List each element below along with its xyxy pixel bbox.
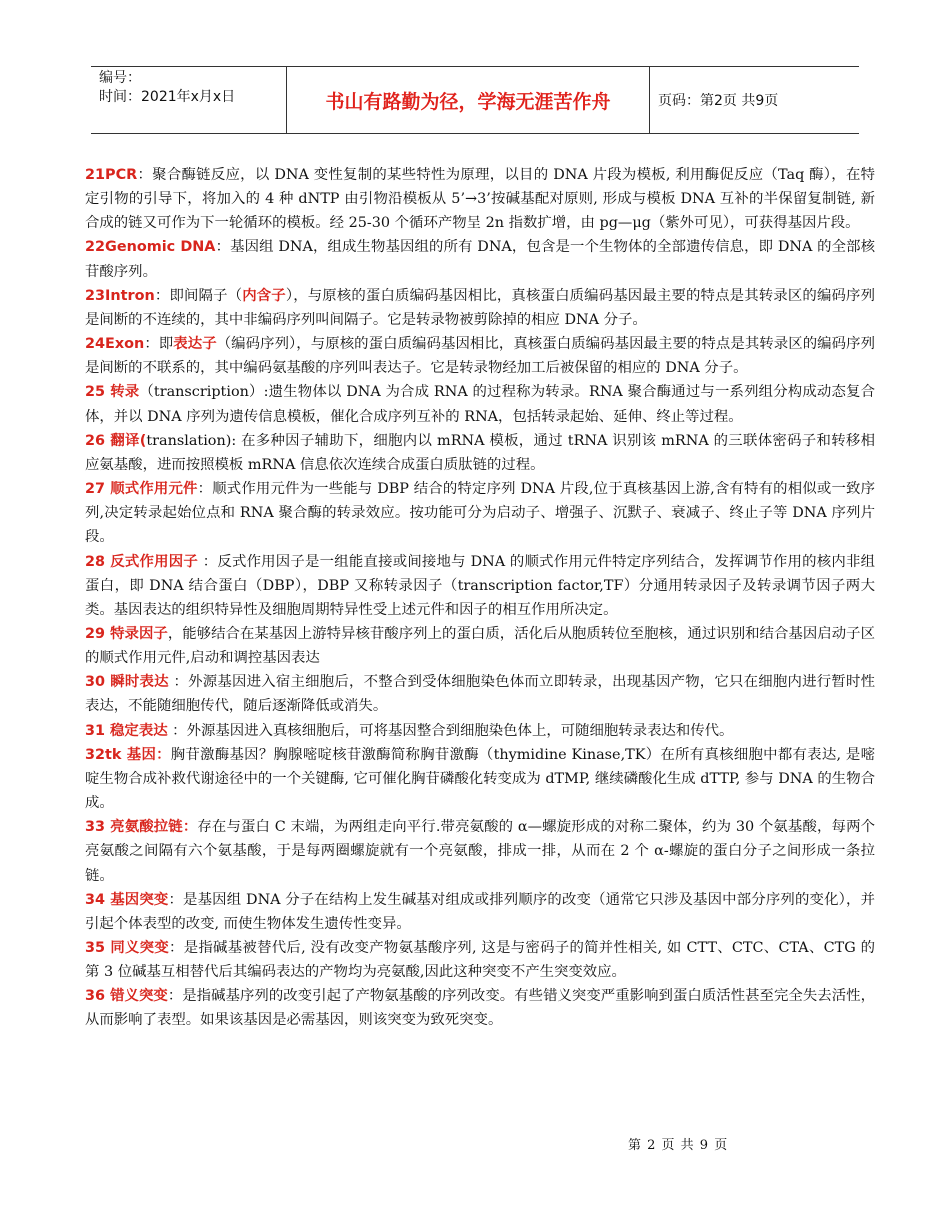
entry-term: 31 稳定表达 xyxy=(85,722,168,739)
entry-30-transient-expression xyxy=(85,670,875,718)
document-number-label: 编号： xyxy=(99,70,141,86)
entry-term: 24Exon xyxy=(85,336,145,353)
entry-text: translation): 在多种因子辅助下，细胞内以 mRNA 模板，通过 tRNA 识别该 mRNA 的三联体密码子和转移相应氨基酸，进而按照模板 mRNA 信息依次连续合成蛋白质肽链的过程。 xyxy=(85,432,875,473)
entry-text: （transcription）:遗生物体以 DNA 为合成 RNA 的过程称为转录。RNA 聚合酶通过与一系列组分构成动态复合体，并以 DNA 序列为遗传信息模板，催化合成序列互补的 RNA，包括转录起始、延伸、终止等过程。 xyxy=(85,384,875,425)
header-motto: 书山有路勤为径，学海无涯苦作舟 xyxy=(287,67,650,133)
entry-28-trans-factor xyxy=(85,550,875,622)
header-page-number: 页码：第2页 共9页 xyxy=(658,93,779,109)
entry-text: ：顺式作用元件为一些能与 DBP 结合的特定序列 DNA 片段,位于真核基因上游,含有特有的相似或一致序列,决定转录起始位点和 RNA 聚合酶的转录效应。按功能可分为启动子、增强子、沉默子、衰减子、终止子等 DNA 序列片段。 xyxy=(85,481,875,546)
entry-23-intron xyxy=(85,284,875,332)
document-time-label: 时间：2021年x月x日 xyxy=(99,89,236,105)
entry-36-missense-mutation xyxy=(85,984,875,1032)
entry-25-transcription xyxy=(85,380,875,428)
entry-term: 34 基因突变 xyxy=(85,891,169,908)
header-meta xyxy=(91,67,287,133)
entry-34-gene-mutation xyxy=(85,888,875,936)
entry-highlight: 内含子 xyxy=(242,286,286,304)
entry-26-translation xyxy=(85,429,875,477)
entry-text: 胸苷激酶基因？胸腺嘧啶核苷激酶简称胸苷激酶（thymidine Kinase,TK）在所有真核细胞中都有表达, 是嘧啶生物合成补救代谢途径中的一个关键酶, 它可催化胸苷磷酸化转变成为 dTMP, 继续磷酸化生成 dTTP, 参与 DNA 的生物合成。 xyxy=(85,746,875,812)
entry-term: 21PCR xyxy=(85,167,138,183)
entry-highlight: 表达子 xyxy=(173,335,217,353)
entry-term: 23Intron xyxy=(85,287,155,304)
entry-term: 30 瞬时表达 xyxy=(85,674,169,691)
entry-text: ：是指碱基序列的改变引起了产物氨基酸的序列改变。有些错义突变严重影响到蛋白质活性甚至完全失去活性，从而影响了表型。如果该基因是必需基因，则该突变为致死突变。 xyxy=(85,988,875,1029)
entry-text: （编码序列），与原核的蛋白质编码基因相比，真核蛋白质编码基因最主要的特点是其转录区的编码序列是间断的不联系的，其中编码氨基酸的序列叫表达子。它是转录物经加工后被保留的相应的 DNA 分子。 xyxy=(85,336,875,377)
glossary-body xyxy=(85,163,875,1033)
entry-term: 33 亮氨酸拉链： xyxy=(85,819,198,836)
entry-text: ：反式作用因子是一组能直接或间接地与 DNA 的顺式作用元件特定序列结合，发挥调节作用的核内非组蛋白，即 DNA 结合蛋白（DBP），DBP 又称转录因子（transcription factor,TF）分通用转录因子及转录调节因子两大类。基因表达的组织特异性及细胞周期特异性受上述元件和因子的相互作用所决定。 xyxy=(85,553,875,618)
entry-term: 22Genomic DNA xyxy=(85,239,216,256)
entry-text: ：外源基因进入宿主细胞后，不整合到受体细胞染色体而立即转录，出现基因产物，它只在细胞内进行暂时性表达，不能随细胞传代，随后逐渐降低或消失。 xyxy=(85,674,876,715)
entry-term: 28 反式作用因子 xyxy=(85,553,198,570)
entry-text: ：是基因组 DNA 分子在结构上发生碱基对组成或排列顺序的改变（通常它只涉及基因中部分序列的变化），并引起个体表型的改变, 而使生物体发生遗传性变异。 xyxy=(85,891,875,932)
entry-text: 存在与蛋白 C 末端，为两组走向平行.带亮氨酸的 α—螺旋形成的对称二聚体，约为 30 个氨基酸，每两个亮氨酸之间隔有六个氨基酸，于是每两圈螺旋就有一个亮氨酸，排成一排，从而在 2 个 α-螺旋的蛋白分子之间形成一条拉链。 xyxy=(85,819,875,884)
entry-term: 25 转录 xyxy=(85,384,140,401)
entry-32-tk-gene xyxy=(85,743,875,815)
entry-text: ：即间隔子（ xyxy=(154,287,243,304)
entry-term: 27 顺式作用元件 xyxy=(85,481,198,498)
page-header xyxy=(91,66,859,134)
entry-text: ：外源基因进入真核细胞后，可将基因整合到细胞染色体上，可随细胞转录表达和传代。 xyxy=(167,722,734,739)
entry-term: 32tk 基因： xyxy=(85,746,171,763)
page-footer: 第 2 页 共 9 页 xyxy=(628,1138,729,1153)
entry-29-transcription-factor xyxy=(85,622,875,670)
entry-text: ，能够结合在某基因上游特异核苷酸序列上的蛋白质，活化后从胞质转位至胞核，通过识别和结合基因启动子区的顺式作用元件,启动和调控基因表达 xyxy=(85,625,875,667)
entry-text: ：即 xyxy=(144,336,174,353)
entry-35-synonymous-mutation xyxy=(85,936,875,984)
entry-text: ：是指碱基被替代后, 没有改变产物氨基酸序列, 这是与密码子的简并性相关, 如 CTT、CTC、CTA、CTG 的第 3 位碱基互相替代后其编码表达的产物均为亮氨酸,因此这种突变不产生突变效应。 xyxy=(85,940,875,981)
entry-21-pcr xyxy=(85,163,875,235)
entry-22-genomic-dna xyxy=(85,235,875,283)
entry-31-stable-expression xyxy=(85,719,875,743)
entry-text: ），与原核的蛋白质编码基因相比，真核蛋白质编码基因最主要的特点是其转录区的编码序列是间断的不连续的，其中非编码序列叫间隔子。它是转录物被剪除掉的相应 DNA 分子。 xyxy=(85,287,875,328)
entry-term: 29 特录因子 xyxy=(85,625,168,642)
entry-term: 26 翻译( xyxy=(85,432,147,449)
entry-24-exon xyxy=(85,332,875,380)
entry-33-leucine-zipper xyxy=(85,815,875,887)
entry-term: 35 同义突变 xyxy=(85,940,170,956)
entry-text: ：聚合酶链反应，以 DNA 变性复制的某些特性为原理，以目的 DNA 片段为模板, 利用酶促反应（Taq 酶），在特定引物的引导下，将加入的 4 种 dNTP 由引物沿模板从 5’→3’按碱基配对原则, 形成与模板 DNA 互补的半保留复制链, 新合成的链又可作为下一轮循环的模板。经 25-30 个循环产物呈 2n 指数扩增，由 pg—μg（紫外可见），可获得基因片段。 xyxy=(85,167,875,232)
entry-text: ：基因组 DNA，组成生物基因组的所有 DNA，包含是一个生物体的全部遗传信息，即 DNA 的全部核苷酸序列。 xyxy=(85,239,875,280)
entry-27-cis-element xyxy=(85,477,875,549)
entry-term: 36 错义突变 xyxy=(85,988,168,1005)
